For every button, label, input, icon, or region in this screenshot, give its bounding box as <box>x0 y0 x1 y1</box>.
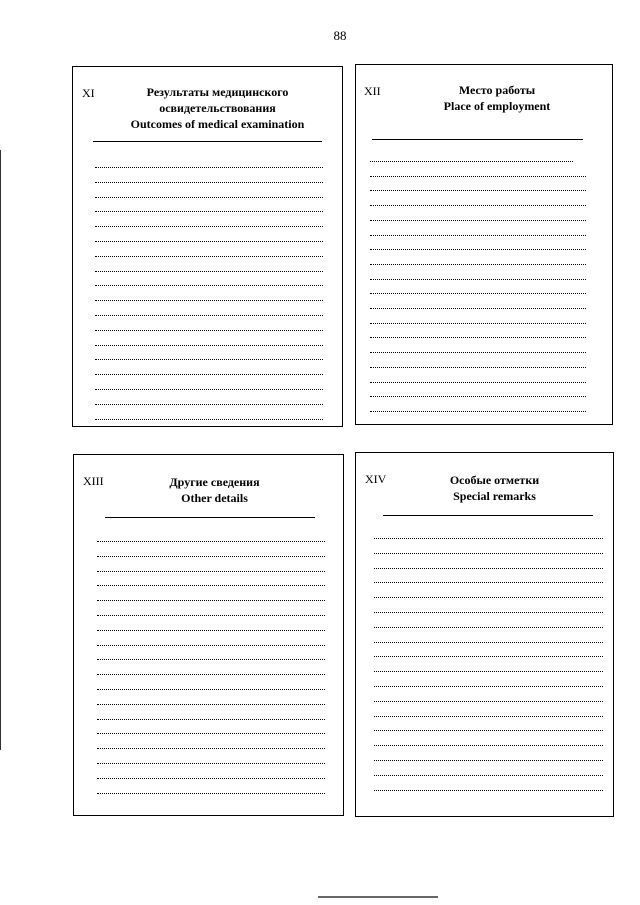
dotted-line <box>95 345 323 346</box>
section-numeral: XIV <box>365 472 387 486</box>
heading-underline <box>383 515 593 516</box>
dotted-line <box>95 330 323 331</box>
dotted-line <box>370 308 586 309</box>
heading-underline <box>105 517 315 518</box>
dotted-line <box>95 167 323 168</box>
heading-line-ru: Место работы <box>458 83 536 97</box>
dotted-line <box>95 315 323 316</box>
dotted-line <box>370 190 586 191</box>
dotted-line <box>370 323 586 324</box>
dotted-line <box>95 182 323 183</box>
dotted-line <box>97 763 325 764</box>
dotted-line <box>97 645 325 646</box>
scan-mark <box>318 896 438 898</box>
dotted-line <box>370 176 586 177</box>
dotted-line <box>97 600 325 601</box>
dotted-line <box>370 161 573 162</box>
dotted-line <box>97 733 325 734</box>
dotted-line <box>95 419 323 420</box>
section-heading <box>73 84 342 132</box>
section-xii-box <box>355 64 613 425</box>
section-heading <box>356 82 612 114</box>
dotted-line <box>374 686 603 687</box>
dotted-line <box>374 553 603 554</box>
dotted-line <box>370 249 586 250</box>
dotted-line <box>97 571 325 572</box>
dotted-line <box>374 730 603 731</box>
dotted-line <box>374 612 603 613</box>
dotted-line <box>95 241 323 242</box>
page-number: 88 <box>333 28 347 43</box>
section-numeral: XI <box>82 86 95 100</box>
section-numeral: XIII <box>83 474 104 488</box>
section-xiv-box <box>355 452 614 817</box>
dotted-line <box>374 642 603 643</box>
dotted-line <box>370 220 586 221</box>
heading-line-ru: Результаты медицинского <box>146 85 289 99</box>
dotted-line <box>374 538 603 539</box>
heading-line-ru: Особые отметки <box>449 473 540 487</box>
dotted-line <box>374 701 603 702</box>
dotted-line <box>374 582 603 583</box>
heading-line-en: Other details <box>181 491 248 505</box>
dotted-line <box>95 300 323 301</box>
dotted-line <box>370 337 586 338</box>
dotted-line <box>374 671 603 672</box>
dotted-line <box>97 778 325 779</box>
dotted-line <box>374 716 603 717</box>
section-numeral: XII <box>364 84 381 98</box>
heading-line-en: Outcomes of medical examination <box>130 117 305 131</box>
dotted-line <box>97 585 325 586</box>
dotted-line <box>95 271 323 272</box>
heading-line-en: Place of employment <box>443 99 551 113</box>
heading-underline <box>93 141 322 142</box>
dotted-line <box>374 760 603 761</box>
dotted-line <box>95 359 323 360</box>
section-xiii-box <box>73 454 344 816</box>
dotted-line <box>97 630 325 631</box>
dotted-line <box>374 627 603 628</box>
section-heading <box>356 472 613 504</box>
dotted-line <box>97 541 325 542</box>
heading-underline <box>372 139 583 140</box>
dotted-line <box>95 374 323 375</box>
dotted-line <box>95 256 323 257</box>
dotted-line <box>374 790 603 791</box>
dotted-line <box>95 211 323 212</box>
dotted-line <box>374 568 603 569</box>
dotted-line <box>95 389 323 390</box>
dotted-line <box>97 793 325 794</box>
dotted-line <box>374 775 603 776</box>
dotted-line <box>370 293 586 294</box>
dotted-line <box>374 656 603 657</box>
dotted-line <box>370 235 586 236</box>
dotted-line <box>97 689 325 690</box>
dotted-line <box>95 404 323 405</box>
heading-line-ru: освидетельствования <box>159 101 276 115</box>
dotted-line <box>370 367 586 368</box>
dotted-line <box>95 226 323 227</box>
dotted-line <box>97 704 325 705</box>
section-heading <box>74 474 343 506</box>
dotted-line <box>97 674 325 675</box>
dotted-line <box>374 745 603 746</box>
heading-line-ru: Другие сведения <box>169 475 260 489</box>
dotted-line <box>95 285 323 286</box>
dotted-line <box>370 205 586 206</box>
dotted-line <box>374 597 603 598</box>
dotted-line <box>370 411 586 412</box>
dotted-line <box>97 748 325 749</box>
heading-line-en: Special remarks <box>453 489 536 503</box>
section-xi-box <box>72 66 343 427</box>
dotted-line <box>370 279 586 280</box>
dotted-line <box>370 382 586 383</box>
dotted-line <box>97 719 325 720</box>
dotted-line <box>97 556 325 557</box>
scan-edge <box>0 150 1 750</box>
dotted-line <box>97 659 325 660</box>
dotted-line <box>370 396 586 397</box>
dotted-line <box>370 264 586 265</box>
dotted-line <box>97 615 325 616</box>
dotted-line <box>95 197 323 198</box>
dotted-line <box>370 352 586 353</box>
